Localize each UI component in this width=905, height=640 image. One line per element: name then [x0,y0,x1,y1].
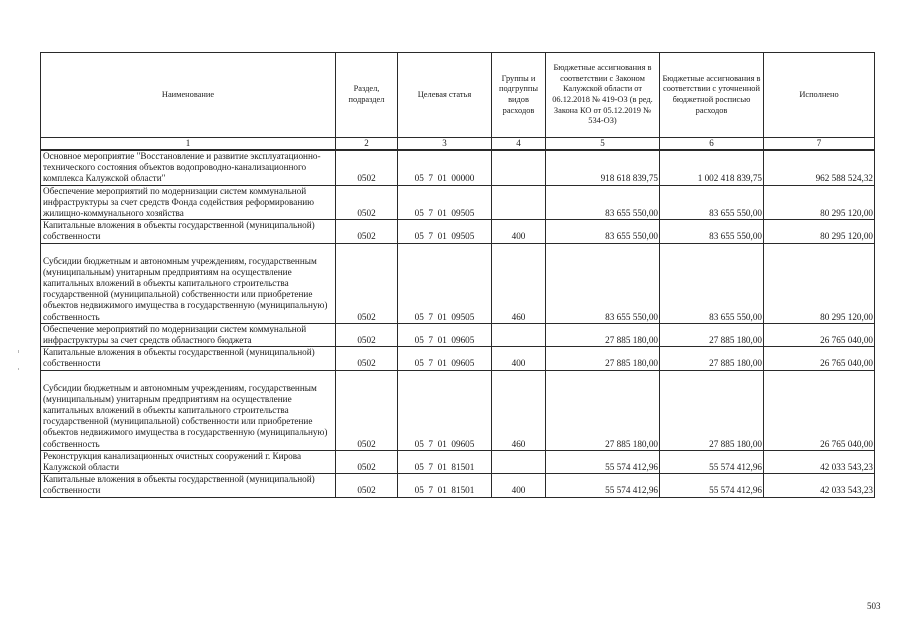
row-law-allocation: 55 574 412,96 [546,450,660,473]
header-row [41,53,875,138]
row-law-allocation: 27 885 180,00 [546,323,660,346]
row-target: 05 7 01 09505 [398,243,492,323]
row-plan-allocation: 27 885 180,00 [660,323,764,346]
row-name: Обеспечение мероприятий по модернизации систем коммунальной инфраструктуры за счет средств Фонда содействия реформированию жилищно-коммунального хозяйства [41,185,336,220]
row-plan-allocation: 1 002 418 839,75 [660,150,764,185]
row-group: 400 [492,347,546,370]
row-executed: 42 033 543,23 [764,450,875,473]
row-section: 0502 [336,243,398,323]
row-group: 400 [492,474,546,497]
col-number: 1 [41,138,336,151]
row-section: 0502 [336,347,398,370]
row-section: 0502 [336,185,398,220]
row-section: 0502 [336,150,398,185]
row-executed: 80 295 120,00 [764,220,875,243]
col-number: 3 [398,138,492,151]
page-number: 503 [867,601,881,611]
row-executed: 26 765 040,00 [764,370,875,450]
col-header-name: Наименование [41,53,336,138]
row-target: 05 7 01 81501 [398,450,492,473]
row-plan-allocation: 55 574 412,96 [660,474,764,497]
row-name: Обеспечение мероприятий по модернизации систем коммунальной инфраструктуры за счет средств областного бюджета [41,323,336,346]
row-executed: 42 033 543,23 [764,474,875,497]
table-row [41,150,875,185]
row-name: Субсидии бюджетным и автономным учреждениям, государственным (муниципальным) унитарным предприятиям на осуществление капитальных вложений в объекты капитального строительства государственной (муниципальной) собственности или приобретение объектов недвижимого имущества в государственную (муниципальную) собственность [41,243,336,323]
row-section: 0502 [336,370,398,450]
table-row [41,474,875,497]
row-law-allocation: 27 885 180,00 [546,347,660,370]
col-header-group: Группы и подгруппы видов расходов [492,53,546,138]
row-executed: 80 295 120,00 [764,243,875,323]
row-target: 05 7 01 09505 [398,185,492,220]
col-header-target: Целевая статья [398,53,492,138]
row-section: 0502 [336,323,398,346]
budget-table-sheet [40,52,874,498]
column-number-row [41,138,875,151]
row-executed: 26 765 040,00 [764,347,875,370]
row-section: 0502 [336,450,398,473]
col-header-law-allocation: Бюджетные ассигнования в соответствии с Законом Калужской области от 06.12.2018 № 419-ОЗ (в ред. Закона КО от 05.12.2019 № 534-ОЗ) [546,53,660,138]
row-plan-allocation: 83 655 550,00 [660,220,764,243]
table-row [41,450,875,473]
table-row [41,347,875,370]
row-law-allocation: 83 655 550,00 [546,243,660,323]
row-group: 400 [492,220,546,243]
row-group [492,450,546,473]
row-law-allocation: 55 574 412,96 [546,474,660,497]
row-target: 05 7 01 81501 [398,474,492,497]
row-section: 0502 [336,220,398,243]
row-law-allocation: 918 618 839,75 [546,150,660,185]
budget-table [40,52,875,498]
row-executed: 26 765 040,00 [764,323,875,346]
row-group: 460 [492,243,546,323]
col-number: 6 [660,138,764,151]
row-target: 05 7 01 09605 [398,370,492,450]
row-name: Реконструкция канализационных очистных сооружений г. Кирова Калужской области [41,450,336,473]
col-header-executed: Исполнено [764,53,875,138]
col-number: 2 [336,138,398,151]
table-row [41,243,875,323]
col-header-section: Раздел, подраздел [336,53,398,138]
col-number: 5 [546,138,660,151]
row-plan-allocation: 83 655 550,00 [660,243,764,323]
row-name: Основное мероприятие "Восстановление и развитие эксплуатационно-технического состояния объектов водопроводно-канализационного комплекса Калужской области" [41,150,336,185]
row-target: 05 7 01 09505 [398,220,492,243]
row-target: 05 7 01 09605 [398,347,492,370]
row-group [492,185,546,220]
row-name: Капитальные вложения в объекты государственной (муниципальной) собственности [41,474,336,497]
row-name: Субсидии бюджетным и автономным учреждениям, государственным (муниципальным) унитарным предприятиям на осуществление капитальных вложений в объекты капитального строительства государственной (муниципальной) собственности или приобретение объектов недвижимого имущества в государственную (муниципальную) собственность [41,370,336,450]
table-row [41,370,875,450]
row-plan-allocation: 27 885 180,00 [660,370,764,450]
row-plan-allocation: 55 574 412,96 [660,450,764,473]
row-law-allocation: 83 655 550,00 [546,220,660,243]
row-executed: 962 588 524,32 [764,150,875,185]
scan-mark [18,368,19,370]
row-target: 05 7 01 00000 [398,150,492,185]
row-section: 0502 [336,474,398,497]
row-name: Капитальные вложения в объекты государственной (муниципальной) собственности [41,347,336,370]
row-law-allocation: 27 885 180,00 [546,370,660,450]
row-plan-allocation: 27 885 180,00 [660,347,764,370]
col-header-plan-allocation: Бюджетные ассигнования в соответствии с уточненной бюджетной росписью расходов [660,53,764,138]
row-group [492,323,546,346]
table-row [41,323,875,346]
row-plan-allocation: 83 655 550,00 [660,185,764,220]
col-number: 4 [492,138,546,151]
scan-mark [18,350,19,353]
row-law-allocation: 83 655 550,00 [546,185,660,220]
col-number: 7 [764,138,875,151]
row-group: 460 [492,370,546,450]
table-row [41,185,875,220]
row-executed: 80 295 120,00 [764,185,875,220]
row-name: Капитальные вложения в объекты государственной (муниципальной) собственности [41,220,336,243]
table-row [41,220,875,243]
row-group [492,150,546,185]
row-target: 05 7 01 09605 [398,323,492,346]
